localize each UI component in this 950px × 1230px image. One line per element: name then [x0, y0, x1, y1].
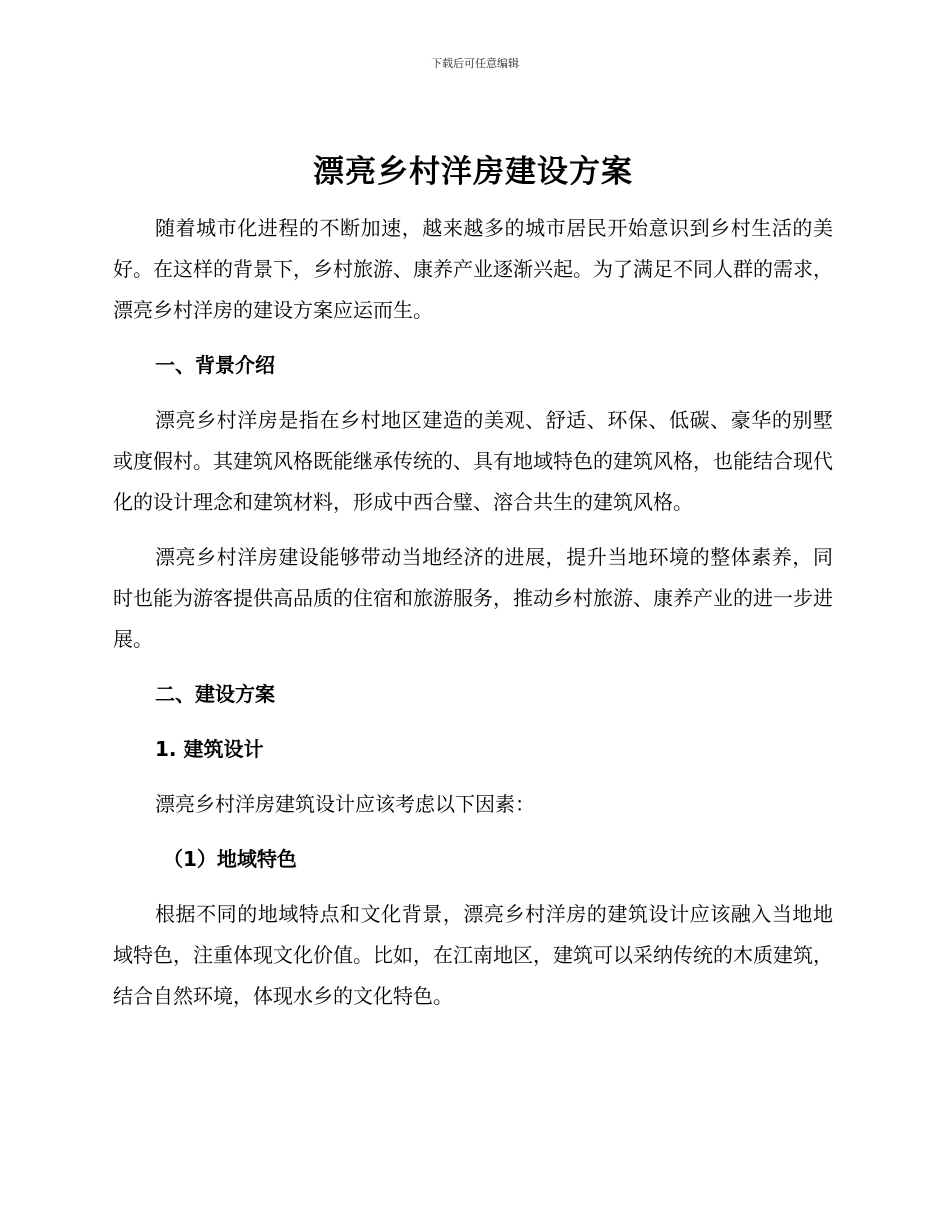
header-note: 下载后可任意编辑	[431, 57, 519, 70]
document-title: 漂亮乡村洋房建设方案	[313, 154, 633, 190]
background-paragraph-1: 漂亮乡村洋房是指在乡村地区建造的美观、舒适、环保、低碳、豪华的别墅或度假村。其建筑风格既能继承传统的、具有地域特色的建筑风格，也能结合现代化的设计理念和建筑材料，形成中西合璧、溶合共生的建筑风格。	[113, 408, 833, 514]
background-paragraph-2: 漂亮乡村洋房建设能够带动当地经济的进展，提升当地环境的整体素养，同时也能为游客提供高品质的住宿和旅游服务，推动乡村旅游、康养产业的进一步进展。	[113, 545, 833, 651]
section-heading-background: 一、背景介绍	[155, 353, 275, 377]
item-heading-regional-features: （1）地域特色	[163, 847, 297, 871]
regional-features-paragraph: 根据不同的地域特点和文化背景，漂亮乡村洋房的建筑设计应该融入当地地域特色，注重体现文化价值。比如，在江南地区，建筑可以采纳传统的木质建筑，结合自然环境，体现水乡的文化特色。	[113, 902, 833, 1008]
section-heading-construction-plan: 二、建设方案	[155, 682, 275, 706]
document-body	[113, 150, 833, 1031]
architectural-design-paragraph: 漂亮乡村洋房建筑设计应该考虑以下因素：	[155, 792, 535, 816]
intro-paragraph: 随着城市化进程的不断加速，越来越多的城市居民开始意识到乡村生活的美好。在这样的背景下，乡村旅游、康养产业逐渐兴起。为了满足不同人群的需求，漂亮乡村洋房的建设方案应运而生。	[113, 216, 833, 322]
subheading-architectural-design: 1. 建筑设计	[155, 737, 264, 761]
